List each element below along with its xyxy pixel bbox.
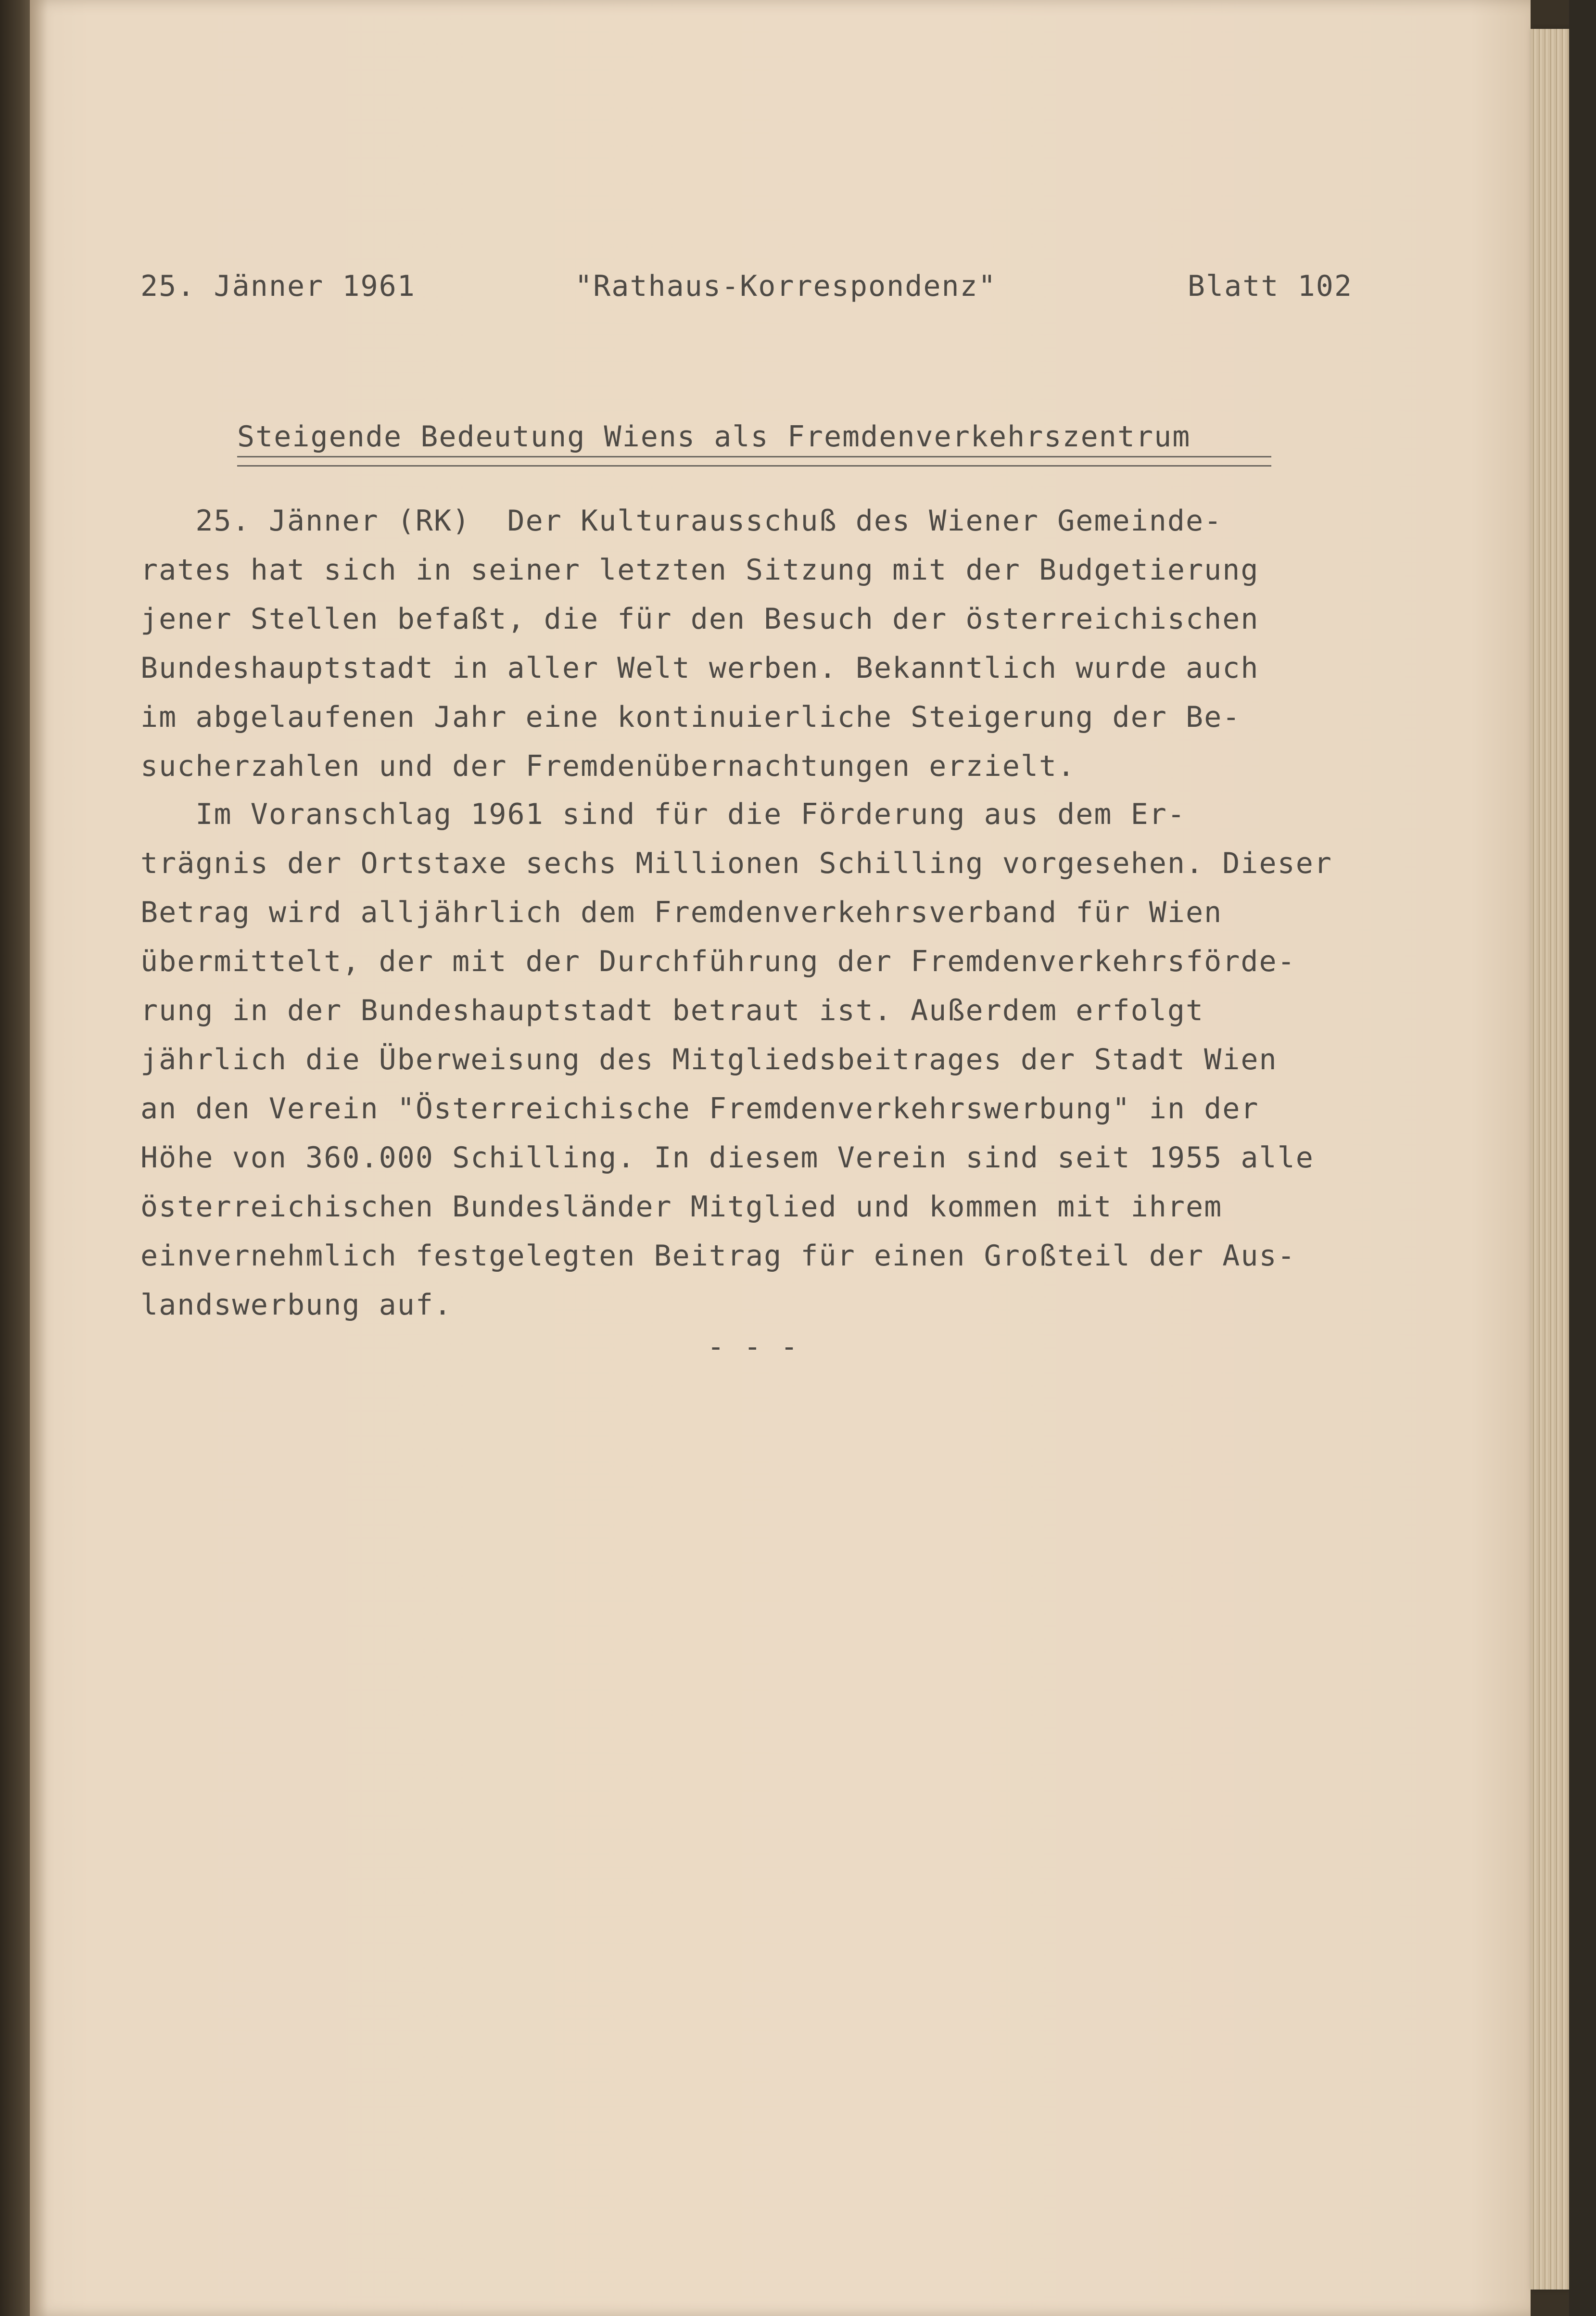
title-double-underline <box>237 456 1271 467</box>
text-line: an den Verein "Österreichische Fremdenverkehrswerbung" in der <box>140 1092 1259 1126</box>
text-line: jener Stellen befaßt, die für den Besuch der österreichischen <box>140 602 1259 636</box>
header-date: 25. Jänner 1961 <box>140 269 416 303</box>
text-line: jährlich die Überweisung des Mitgliedsbeitrages der Stadt Wien <box>140 1043 1278 1076</box>
text-line: Betrag wird alljährlich dem Fremdenverkehrsverband für Wien <box>140 896 1223 929</box>
text-line: Bundeshauptstadt in aller Welt werben. Bekanntlich wurde auch <box>140 651 1259 685</box>
article-title: Steigende Bedeutung Wiens als Fremdenverkehrszentrum <box>237 420 1191 454</box>
text-line: österreichischen Bundesländer Mitglied und kommen mit ihrem <box>140 1190 1223 1224</box>
text-line: 25. Jänner (RK) Der Kulturausschuß des Wiener Gemeinde- <box>140 504 1223 538</box>
article-paragraph-1 <box>140 496 1259 791</box>
page-header <box>140 269 1353 308</box>
header-publication: "Rathaus-Korrespondenz" <box>575 269 997 303</box>
text-line: sucherzahlen und der Fremdenübernachtungen erzielt. <box>140 749 1076 783</box>
text-line: übermittelt, der mit der Durchführung der Fremdenverkehrsförde- <box>140 945 1296 978</box>
header-sheet-number: Blatt 102 <box>1187 269 1353 303</box>
closing-mark: - - - <box>707 1330 799 1364</box>
text-line: rates hat sich in seiner letzten Sitzung mit der Budgetierung <box>140 553 1259 587</box>
text-line: landswerbung auf. <box>140 1288 453 1322</box>
background <box>1569 0 1596 2316</box>
text-line: rung in der Bundeshauptstadt betraut ist. Außerdem erfolgt <box>140 994 1204 1027</box>
text-line: im abgelaufenen Jahr eine kontinuierliche Steigerung der Be- <box>140 700 1241 734</box>
text-line: trägnis der Ortstaxe sechs Millionen Schilling vorgesehen. Dieser <box>140 847 1332 880</box>
article-paragraph-2 <box>140 790 1332 1329</box>
text-line: Höhe von 360.000 Schilling. In diesem Verein sind seit 1955 alle <box>140 1141 1314 1175</box>
text-line: einvernehmlich festgelegten Beitrag für einen Großteil der Aus- <box>140 1239 1296 1273</box>
book-binding <box>0 0 34 2316</box>
page-stack-edges <box>1531 29 1569 2290</box>
text-line: Im Voranschlag 1961 sind für die Förderung aus dem Er- <box>140 797 1186 831</box>
